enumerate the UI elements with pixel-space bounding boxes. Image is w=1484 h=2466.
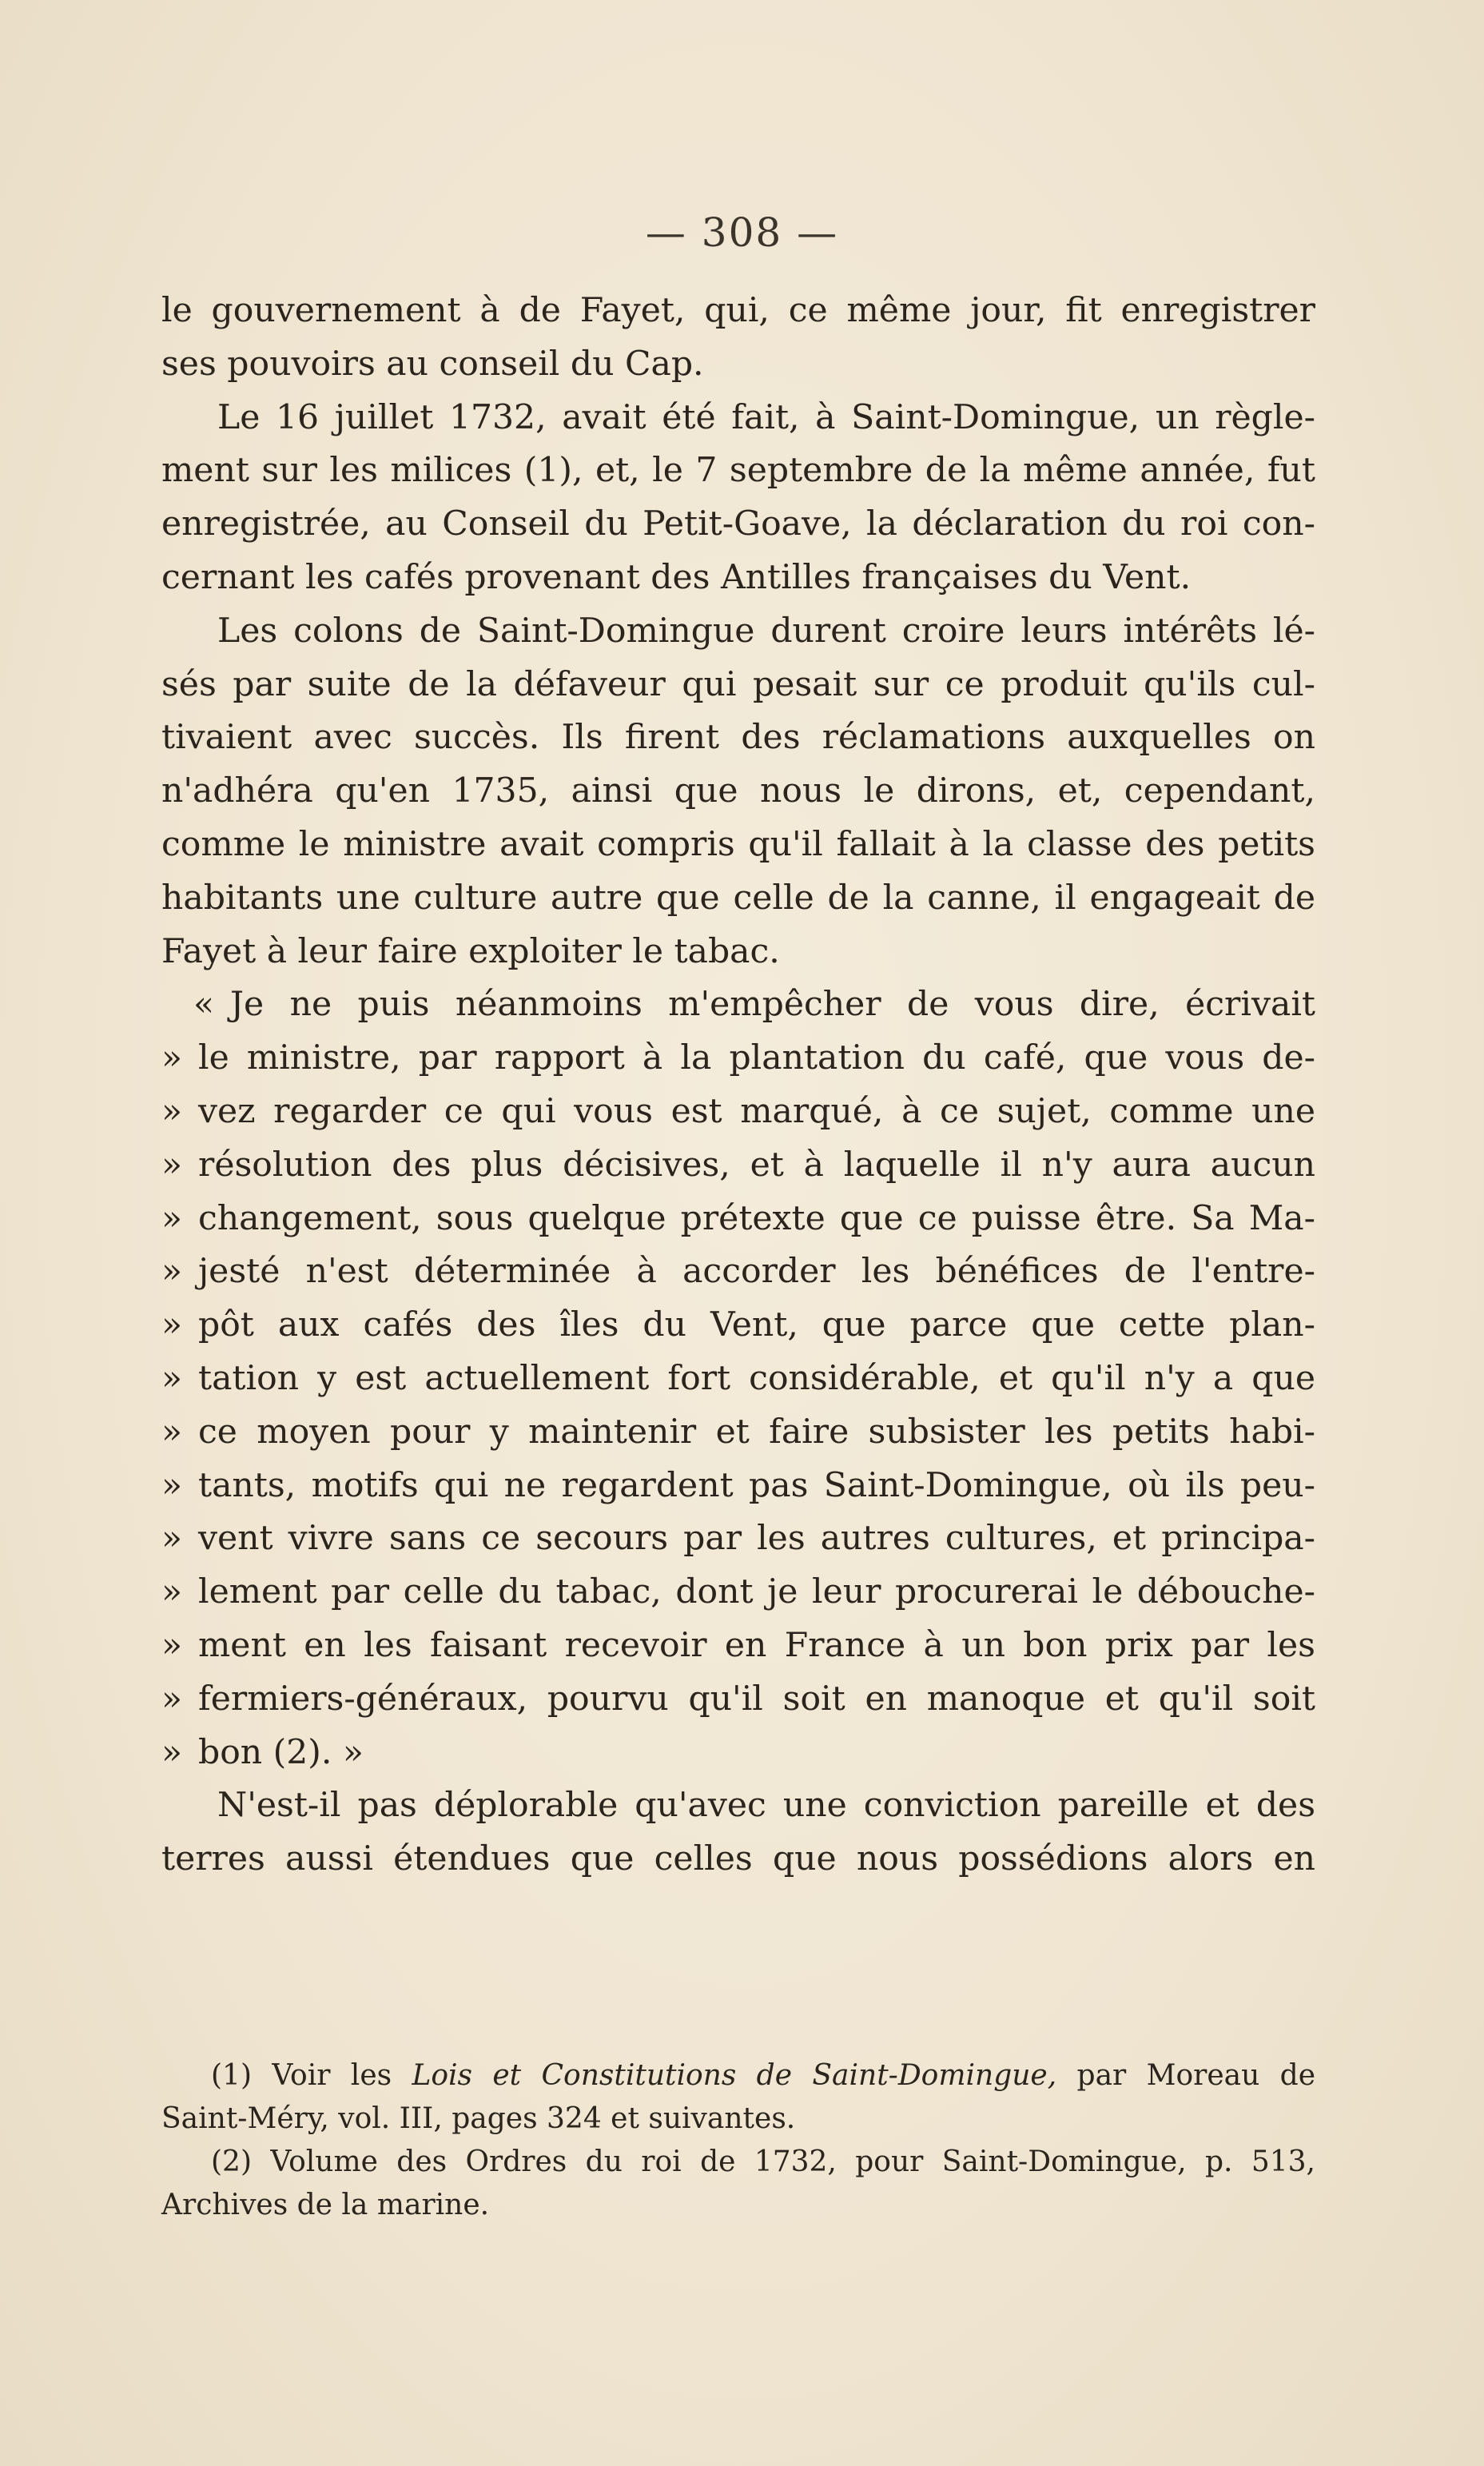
text-line: Les colons de Saint-Domingue durent croire leurs intérêts lé- bbox=[217, 611, 1315, 651]
footnote-2-cont: Archives de la marine. bbox=[161, 2189, 490, 2221]
quote-line: » fermiers-généraux, pourvu qu'il soit en manoque et qu'il soit bbox=[161, 1679, 1315, 1719]
text-line: enregistrée, au Conseil du Petit-Goave, la déclaration du roi con- bbox=[161, 504, 1315, 544]
paragraph-closing bbox=[161, 1779, 1315, 1886]
footnote-number: (2) bbox=[211, 2145, 252, 2178]
text-line: comme le ministre avait compris qu'il fallait à la classe des petits bbox=[161, 824, 1315, 864]
quote-line: » ment en les faisant recevoir en France à un bon prix par les bbox=[161, 1625, 1315, 1665]
footnote-1: (1) Voir les Lois et Constitutions de Saint-Domingue, par Moreau de bbox=[211, 2059, 1315, 2092]
footnote-1-cont: Saint-Méry, vol. III, pages 324 et suivantes. bbox=[161, 2102, 796, 2135]
quote-line: » changement, sous quelque prétexte que ce puisse être. Sa Ma- bbox=[161, 1198, 1315, 1238]
text-line: le gouvernement à de Fayet, qui, ce même jour, fit enregistrer bbox=[161, 291, 1315, 330]
main-text bbox=[161, 285, 1315, 1886]
quotation bbox=[161, 978, 1315, 1779]
text-line: n'adhéra qu'en 1735, ainsi que nous le dirons, et, cependant, bbox=[161, 771, 1315, 811]
quote-line: » le ministre, par rapport à la plantation du café, que vous de- bbox=[161, 1038, 1315, 1078]
quote-line: » tants, motifs qui ne regardent pas Saint-Domingue, où ils peu- bbox=[161, 1465, 1315, 1505]
text-line: Le 16 juillet 1732, avait été fait, à Saint-Domingue, un règle- bbox=[217, 397, 1315, 437]
quote-line: » lement par celle du tabac, dont je leur procurerai le débouche- bbox=[161, 1572, 1315, 1612]
text-line: N'est-il pas déplorable qu'avec une conviction pareille et des bbox=[217, 1786, 1315, 1826]
page-number: — 308 — bbox=[645, 209, 839, 256]
footnote-number: (1) bbox=[211, 2059, 252, 2092]
text-line: habitants une culture autre que celle de la canne, il engageait de bbox=[161, 878, 1315, 918]
quote-line: » bon (2). » bbox=[161, 1732, 364, 1772]
guillemet-open: « bbox=[193, 985, 215, 1025]
quote-line: » résolution des plus décisives, et à laquelle il n'y aura aucun bbox=[161, 1145, 1315, 1185]
text-line: ses pouvoirs au conseil du Cap. bbox=[161, 344, 704, 384]
text-line: sés par suite de la défaveur qui pesait sur ce produit qu'ils cul- bbox=[161, 664, 1315, 704]
quote-line: » ce moyen pour y maintenir et faire subsister les petits habi- bbox=[161, 1412, 1315, 1452]
text-line: cernant les cafés provenant des Antilles françaises du Vent. bbox=[161, 557, 1192, 597]
text-line: Fayet à leur faire exploiter le tabac. bbox=[161, 931, 780, 971]
footnote-title: Lois et Constitutions de Saint-Domingue, bbox=[412, 2059, 1057, 2092]
text-line: terres aussi étendues que celles que nous possédions alors en bbox=[161, 1839, 1315, 1879]
quote-line: » vez regarder ce qui vous est marqué, à ce sujet, comme une bbox=[161, 1091, 1315, 1131]
text-line: ment sur les milices (1), et, le 7 septembre de la même année, fut bbox=[161, 451, 1315, 491]
footnote-2: (2) Volume des Ordres du roi de 1732, pour Saint-Domingue, p. 513, bbox=[211, 2145, 1316, 2178]
quote-line: » pôt aux cafés des îles du Vent, que parce que cette plan- bbox=[161, 1305, 1315, 1345]
footnotes bbox=[161, 2054, 1315, 2227]
quote-line: » vent vivre sans ce secours par les autres cultures, et principa- bbox=[161, 1519, 1315, 1559]
text-line: tivaient avec succès. Ils firent des réclamations auxquelles on bbox=[161, 718, 1315, 758]
paragraph-2 bbox=[161, 392, 1315, 605]
paragraph-3 bbox=[161, 605, 1315, 979]
quote-line: » tation y est actuellement fort considérable, et qu'il n'y a que bbox=[161, 1358, 1315, 1398]
quote-line: « Je ne puis néanmoins m'empêcher de vous dire, écrivait bbox=[161, 978, 1315, 1032]
quote-line: » jesté n'est déterminée à accorder les bénéfices de l'entre- bbox=[161, 1252, 1315, 1292]
paragraph-1 bbox=[161, 285, 1315, 392]
